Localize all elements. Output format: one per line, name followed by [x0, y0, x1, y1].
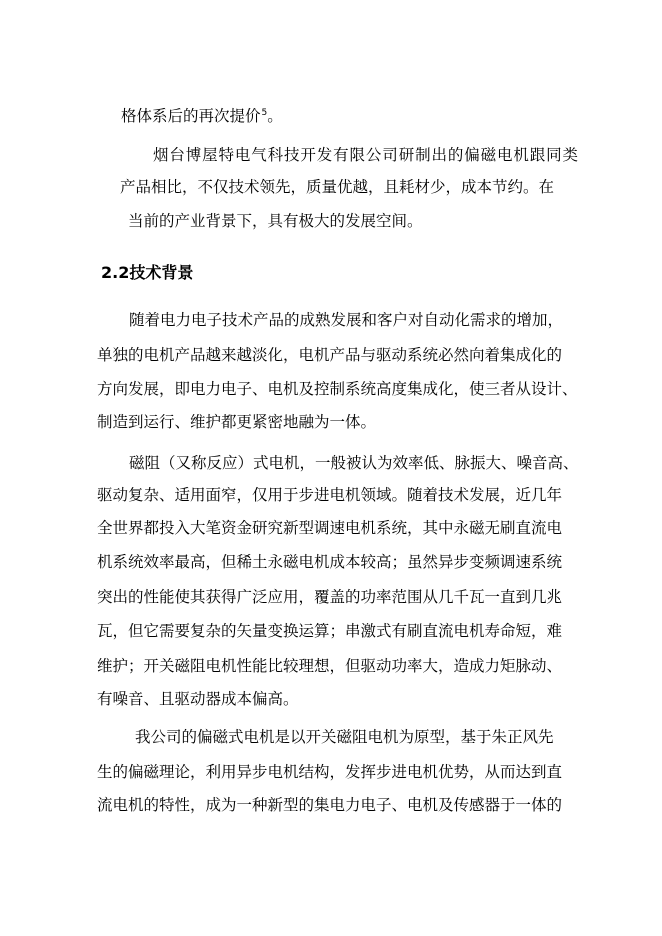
text-line: 维护；开关磁阻电机性能比较理想，但驱动功率大，造成力矩脉动、 [97, 657, 563, 675]
text-line: 突出的性能使其获得广泛应用，覆盖的功率范围从几千瓦一直到几兆 [97, 588, 563, 606]
text-line: 全世界都投入大笔资金研究新型调速电机系统，其中永磁无刷直流电 [97, 519, 563, 537]
text-line: 流电机的特性，成为一种新型的集电力电子、电机及传感器于一体的 [97, 796, 563, 814]
text-line: 制造到运行、维护都更紧密地融为一体。 [97, 413, 377, 431]
text-span: 。 [267, 107, 283, 126]
text-line: 烟台博屋特电气科技开发有限公司研制出的偏磁电机跟同类 [153, 146, 578, 164]
section-heading: 2.2技术背景 [101, 263, 194, 282]
text-line: 产品相比，不仅技术领先，质量优越，且耗材少，成本节约。在 [120, 178, 555, 196]
footnote-reference: 5 [261, 108, 268, 118]
text-line [121, 103, 283, 126]
text-line: 单独的电机产品越来越淡化，电机产品与驱动系统必然向着集成化的 [97, 346, 563, 364]
text-line: 随着电力电子技术产品的成熟发展和客户对自动化需求的增加， [129, 311, 564, 329]
text-line: 生的偏磁理论，利用异步电机结构，发挥步进电机优势，从而达到直 [97, 763, 563, 781]
text-line: 有噪音、且驱动器成本偏高。 [97, 690, 299, 708]
text-line: 驱动复杂、适用面窄，仅用于步进电机领域。随着技术发展，近几年 [97, 486, 563, 504]
text-span: 格体系后的再次提价 [121, 107, 261, 126]
text-line: 方向发展，即电力电子、电机及控制系统高度集成化，使三者从设计、 [97, 380, 578, 398]
text-line: 瓦，但它需要复杂的矢量变换运算；串激式有刷直流电机寿命短，难 [97, 622, 563, 640]
text-line: 磁阻（又称反应）式电机，一般被认为效率低、脉振大、噪音高、 [129, 454, 579, 472]
text-line: 我公司的偏磁式电机是以开关磁阻电机为原型，基于朱正风先 [135, 728, 554, 746]
text-line: 机系统效率最高，但稀土永磁电机成本较高；虽然异步变频调速系统 [97, 553, 563, 571]
text-line: 当前的产业背景下，具有极大的发展空间。 [128, 212, 423, 230]
